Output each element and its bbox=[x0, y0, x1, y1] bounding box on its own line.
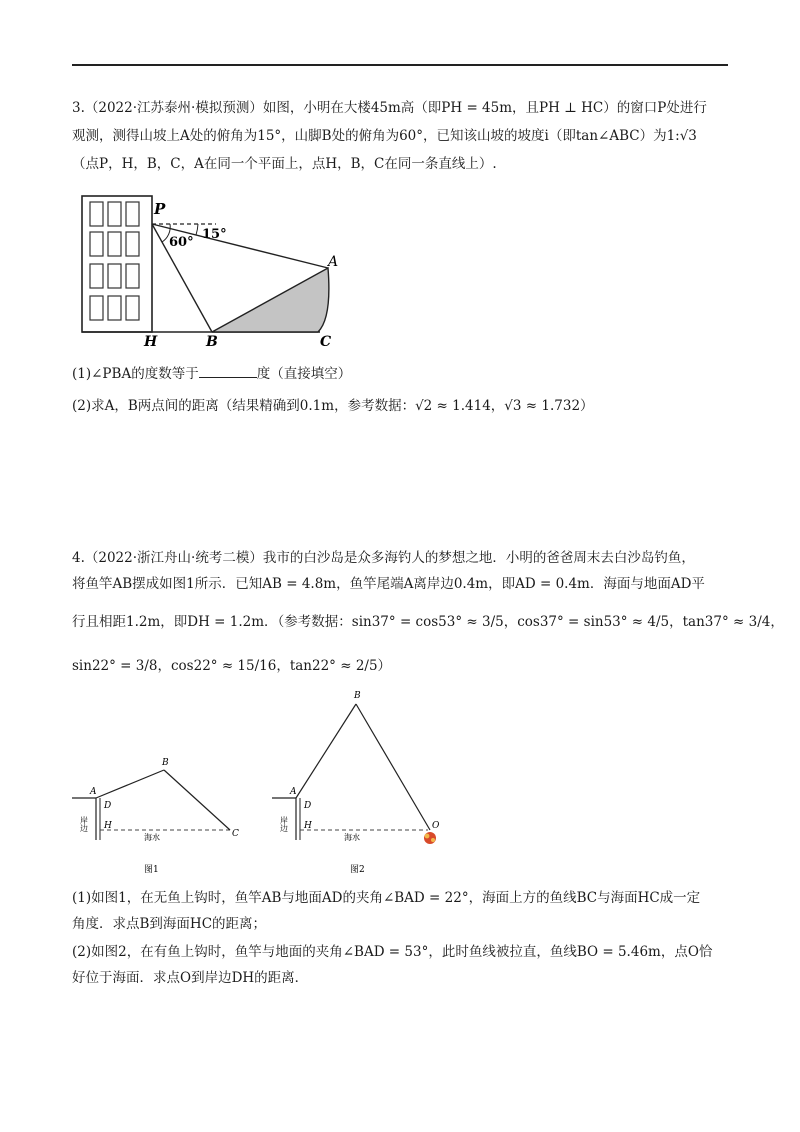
label-P: P bbox=[154, 200, 166, 218]
fig2-shore-label: 岸边 bbox=[279, 816, 289, 832]
fig1-label-D: D bbox=[104, 801, 112, 811]
label-C: C bbox=[320, 334, 332, 348]
fig1-label-H: H bbox=[104, 821, 112, 831]
fig2-label-H: H bbox=[304, 821, 312, 831]
fish-icon bbox=[424, 832, 436, 844]
label-A: A bbox=[328, 254, 339, 270]
q4-figure1 bbox=[70, 740, 250, 880]
fig2-label-A: A bbox=[290, 787, 297, 797]
fig2-sea-label: 海水 bbox=[344, 833, 360, 842]
q4-text-line1: 4.（2022·浙江舟山·统考二模）我市的白沙岛是众多海钓人的梦想之地．小明的爸爸周末去白沙岛钓鱼， bbox=[72, 550, 695, 566]
fig2-label-D: D bbox=[304, 801, 312, 811]
answer-blank[interactable] bbox=[199, 365, 257, 378]
line-BO bbox=[356, 704, 430, 830]
q4-text-line4: sin22° = 3/8，cos22° ≈ 15/16，tan22° ≈ 2/5） bbox=[72, 658, 392, 674]
fig1-label-A: A bbox=[90, 787, 97, 797]
q3-sub1 bbox=[72, 364, 351, 384]
slope-region bbox=[212, 268, 329, 332]
fig1-label-C: C bbox=[232, 829, 239, 839]
q3-sub2: (2)求A，B两点间的距离（结果精确到0.1m，参考数据：√2 ≈ 1.414，√3 ≈ 1.732） bbox=[72, 398, 594, 414]
rod-AB bbox=[296, 704, 356, 798]
label-H: H bbox=[144, 334, 158, 348]
q4-text-line3: 行且相距1.2m，即DH = 1.2m．（参考数据：sin37° = cos53° ≈ 3/5，cos37° = sin53° ≈ 4/5，tan37° ≈ 3/4， bbox=[72, 614, 784, 630]
q4-text-line2: 将鱼竿AB摆成如图1所示．已知AB = 4.8m，鱼竿尾端A离岸边0.4m，即AD = 0.4m．海面与地面AD平 bbox=[72, 576, 705, 592]
fig2-caption: 图2 bbox=[350, 865, 365, 875]
q4-figure2 bbox=[270, 686, 460, 880]
q3-text-line3: （点P，H，B，C，A在同一个平面上，点H，B，C在同一条直线上）. bbox=[72, 156, 497, 172]
label-B: B bbox=[206, 334, 218, 348]
q4-sub2-line2: 好位于海面．求点O到岸边DH的距离． bbox=[72, 970, 309, 986]
q3-figure bbox=[70, 188, 370, 348]
building-windows bbox=[90, 202, 139, 320]
label-angle-60: 60° bbox=[169, 235, 194, 250]
fig1-sea-label: 海水 bbox=[144, 833, 160, 842]
header-rule bbox=[72, 64, 728, 66]
q3-sub1-suffix: 度（直接填空） bbox=[256, 366, 352, 382]
fig1-caption: 图1 bbox=[144, 865, 159, 875]
line-BC bbox=[164, 770, 230, 830]
q3-text-line1: 3.（2022·江苏泰州·模拟预测）如图，小明在大楼45m高（即PH = 45m，且PH ⊥ HC）的窗口P处进行 bbox=[72, 100, 707, 116]
rod-AB bbox=[96, 770, 164, 798]
q3-sub1-prefix: (1)∠PBA的度数等于 bbox=[72, 366, 199, 382]
fig2-label-O: O bbox=[432, 821, 440, 831]
angle-arc-15 bbox=[196, 224, 198, 235]
fig1-label-B: B bbox=[162, 758, 169, 768]
label-angle-15: 15° bbox=[202, 227, 227, 242]
fig1-shore-label: 岸边 bbox=[79, 816, 89, 832]
fig2-label-B: B bbox=[354, 691, 361, 701]
q4-sub1-line2: 角度．求点B到海面HC的距离； bbox=[72, 916, 267, 932]
q4-sub2-line1: (2)如图2，在有鱼上钩时，鱼竿与地面的夹角∠BAD = 53°，此时鱼线被拉直，鱼线BO = 5.46m，点O恰 bbox=[72, 944, 713, 960]
q3-text-line2: 观测，测得山坡上A处的俯角为15°，山脚B处的俯角为60°，已知该山坡的坡度i（即tan∠ABC）为1:√3 bbox=[72, 128, 697, 144]
q4-sub1-line1: (1)如图1，在无鱼上钩时，鱼竿AB与地面AD的夹角∠BAD = 22°，海面上方的鱼线BC与海面HC成一定 bbox=[72, 890, 701, 906]
